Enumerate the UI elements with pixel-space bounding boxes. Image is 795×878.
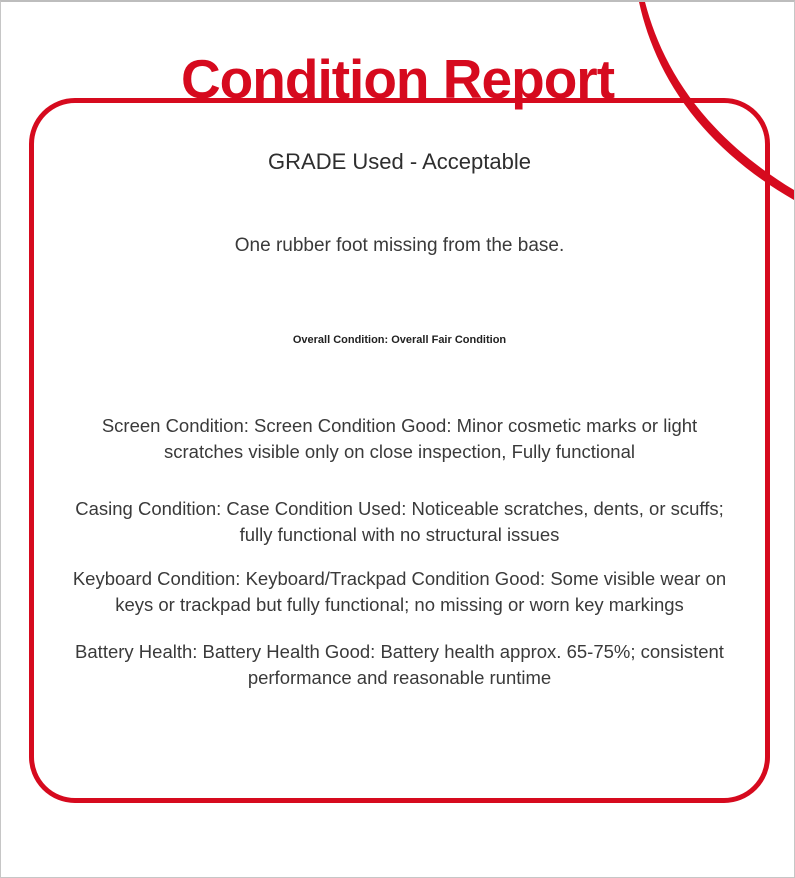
page-title: Condition Report (180, 47, 615, 110)
keyboard-condition-text: Keyboard Condition: Keyboard/Trackpad Condition Good: Some visible wear on keys or trackpad but fully functional; no missing or worn key markings (72, 568, 727, 615)
casing-condition-text: Casing Condition: Case Condition Used: Noticeable scratches, dents, or scuffs; fully functional with no structural issues (75, 498, 724, 545)
battery-health-text: Battery Health: Battery Health Good: Battery health approx. 65-75%; consistent performance and reasonable runtime (75, 641, 724, 688)
battery-health-paragraph (34, 639, 765, 691)
grade-heading: GRADE Used - Acceptable (268, 149, 531, 174)
condition-note: One rubber foot missing from the base. (234, 235, 565, 256)
casing-condition-paragraph (34, 496, 765, 548)
overall-condition-text: Overall Condition: Overall Fair Condition (292, 334, 507, 346)
keyboard-condition-paragraph (34, 566, 765, 618)
screen-condition-paragraph (34, 413, 765, 465)
report-border-box (29, 98, 770, 803)
screen-condition-text: Screen Condition: Screen Condition Good: Minor cosmetic marks or light scratches visible only on close inspection, Fully functional (101, 415, 698, 462)
